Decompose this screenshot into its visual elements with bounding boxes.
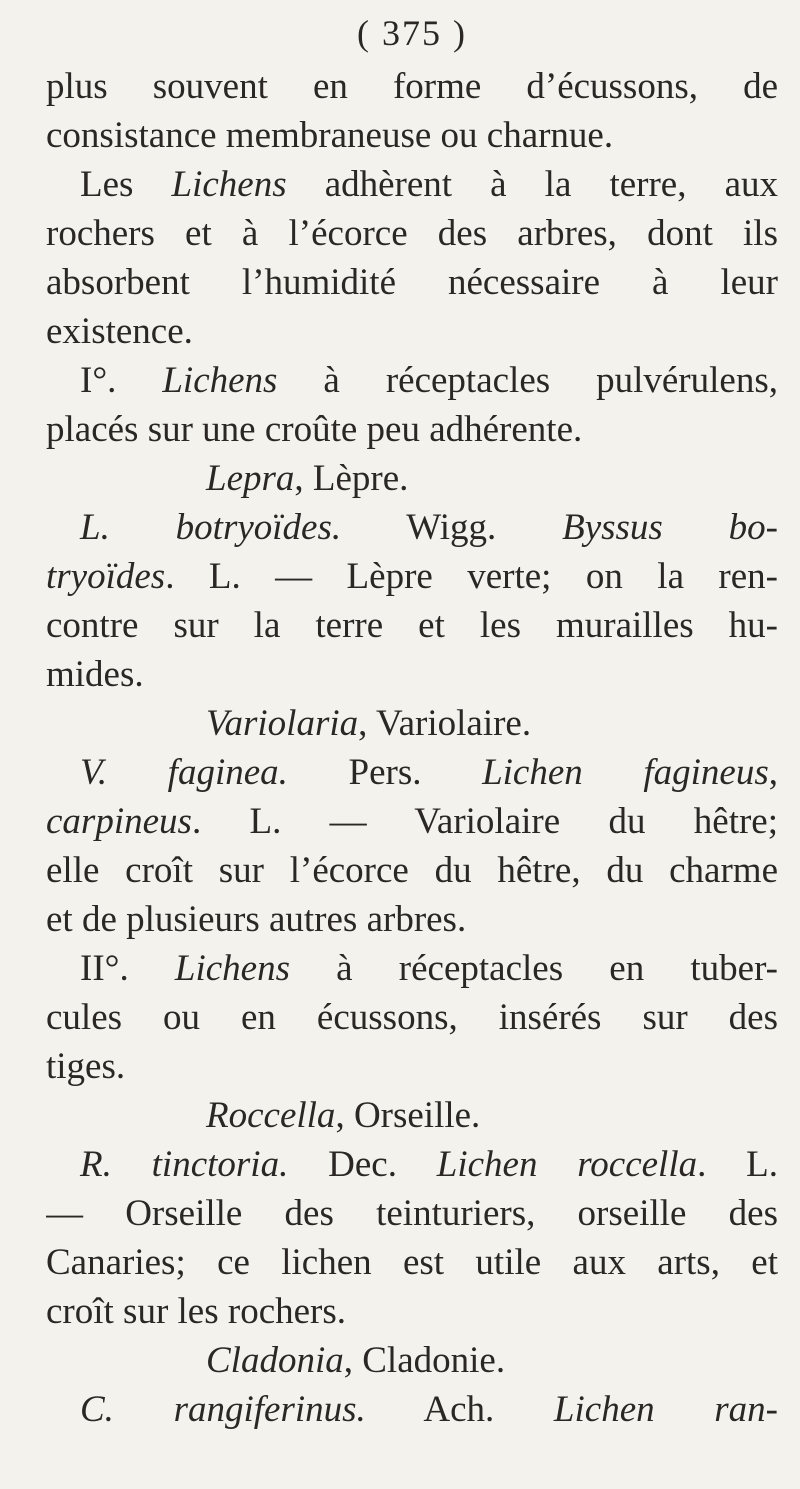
text-line <box>46 944 778 993</box>
italic-term: L. botryoïdes. <box>80 507 342 548</box>
text-segment: à réceptacles pulvérulens, <box>277 360 778 401</box>
text-line <box>46 895 778 944</box>
text-segment: plus souvent en forme d’écussons, de <box>46 66 778 107</box>
text-line <box>46 601 778 650</box>
italic-term: tryoïdes <box>46 556 166 597</box>
text-line <box>46 503 778 552</box>
italic-term: Lichen roccella <box>436 1144 698 1185</box>
text-line <box>46 993 778 1042</box>
text-line <box>46 1140 778 1189</box>
page-number: ( 375 ) <box>357 13 467 53</box>
text-segment: adhèrent à la terre, aux <box>286 164 778 205</box>
genus-heading <box>46 699 778 748</box>
text-segment: — Orseille des teinturiers, orseille des <box>46 1193 778 1234</box>
genus-heading <box>46 1336 778 1385</box>
text-segment: Pers. <box>287 752 483 793</box>
text-segment: et de plusieurs autres arbres. <box>46 899 467 940</box>
text-segment: mides. <box>46 654 144 695</box>
genus-heading <box>46 454 778 503</box>
text-segment: absorbent l’humidité nécessaire à leur <box>46 262 778 303</box>
text-line <box>46 1287 778 1336</box>
text-line <box>46 552 778 601</box>
text-line <box>46 258 778 307</box>
page-text <box>46 62 778 1434</box>
text-segment: elle croît sur l’écorce du hêtre, du charme <box>46 850 778 891</box>
italic-term: Roccella <box>206 1095 336 1136</box>
text-segment: Canaries; ce lichen est utile aux arts, et <box>46 1242 778 1283</box>
genus-heading <box>46 1091 778 1140</box>
text-line <box>46 307 778 356</box>
text-line <box>46 62 778 111</box>
italic-term: carpineus <box>46 801 192 842</box>
text-segment: Ach. <box>365 1389 554 1430</box>
text-segment: Dec. <box>288 1144 437 1185</box>
text-line <box>46 1238 778 1287</box>
text-segment: I°. <box>80 360 163 401</box>
text-segment: tiges. <box>46 1046 126 1087</box>
text-line <box>46 405 778 454</box>
text-line <box>46 846 778 895</box>
text-line <box>46 650 778 699</box>
italic-term: Lichen ran- <box>553 1389 778 1430</box>
text-line <box>46 1042 778 1091</box>
text-segment: , Orseille. <box>335 1095 481 1136</box>
text-segment: , Lèpre. <box>294 458 409 499</box>
text-segment: , Cladonie. <box>343 1340 506 1381</box>
text-line <box>46 1385 778 1434</box>
text-segment: contre sur la terre et les murailles hu- <box>46 605 778 646</box>
text-line <box>46 748 778 797</box>
text-segment: II°. <box>80 948 175 989</box>
text-line <box>46 797 778 846</box>
italic-term: Variolaria <box>206 703 359 744</box>
italic-term: Lichens <box>162 360 278 401</box>
italic-term: R. tinctoria. <box>80 1144 289 1185</box>
italic-term: Lichen fagineus <box>482 752 769 793</box>
text-segment: , <box>768 752 778 793</box>
text-line <box>46 160 778 209</box>
italic-term: Lichens <box>171 164 287 205</box>
text-segment: cules ou en écussons, insérés sur des <box>46 997 778 1038</box>
text-segment: à réceptacles en tuber- <box>289 948 778 989</box>
text-segment: . L. — Variolaire du hêtre; <box>191 801 778 842</box>
text-line <box>46 356 778 405</box>
text-segment: placés sur une croûte peu adhérente. <box>46 409 583 450</box>
italic-term: Lepra <box>206 458 295 499</box>
text-segment: Les <box>80 164 172 205</box>
text-segment: . L. <box>697 1144 778 1185</box>
text-segment: croît sur les rochers. <box>46 1291 347 1332</box>
italic-term: V. faginea. <box>80 752 288 793</box>
text-segment: , Variolaire. <box>358 703 532 744</box>
text-line <box>46 1189 778 1238</box>
italic-term: Cladonia <box>206 1340 344 1381</box>
text-segment: existence. <box>46 311 193 352</box>
italic-term: Byssus bo- <box>562 507 778 548</box>
text-segment: Wigg. <box>341 507 563 548</box>
text-segment: consistance membraneuse ou charnue. <box>46 115 614 156</box>
italic-term: Lichens <box>174 948 290 989</box>
text-line <box>46 111 778 160</box>
text-segment: . L. — Lèpre verte; on la ren- <box>165 556 778 597</box>
text-line <box>46 209 778 258</box>
text-segment: rochers et à l’écorce des arbres, dont ils <box>46 213 778 254</box>
italic-term: C. rangiferinus. <box>80 1389 366 1430</box>
